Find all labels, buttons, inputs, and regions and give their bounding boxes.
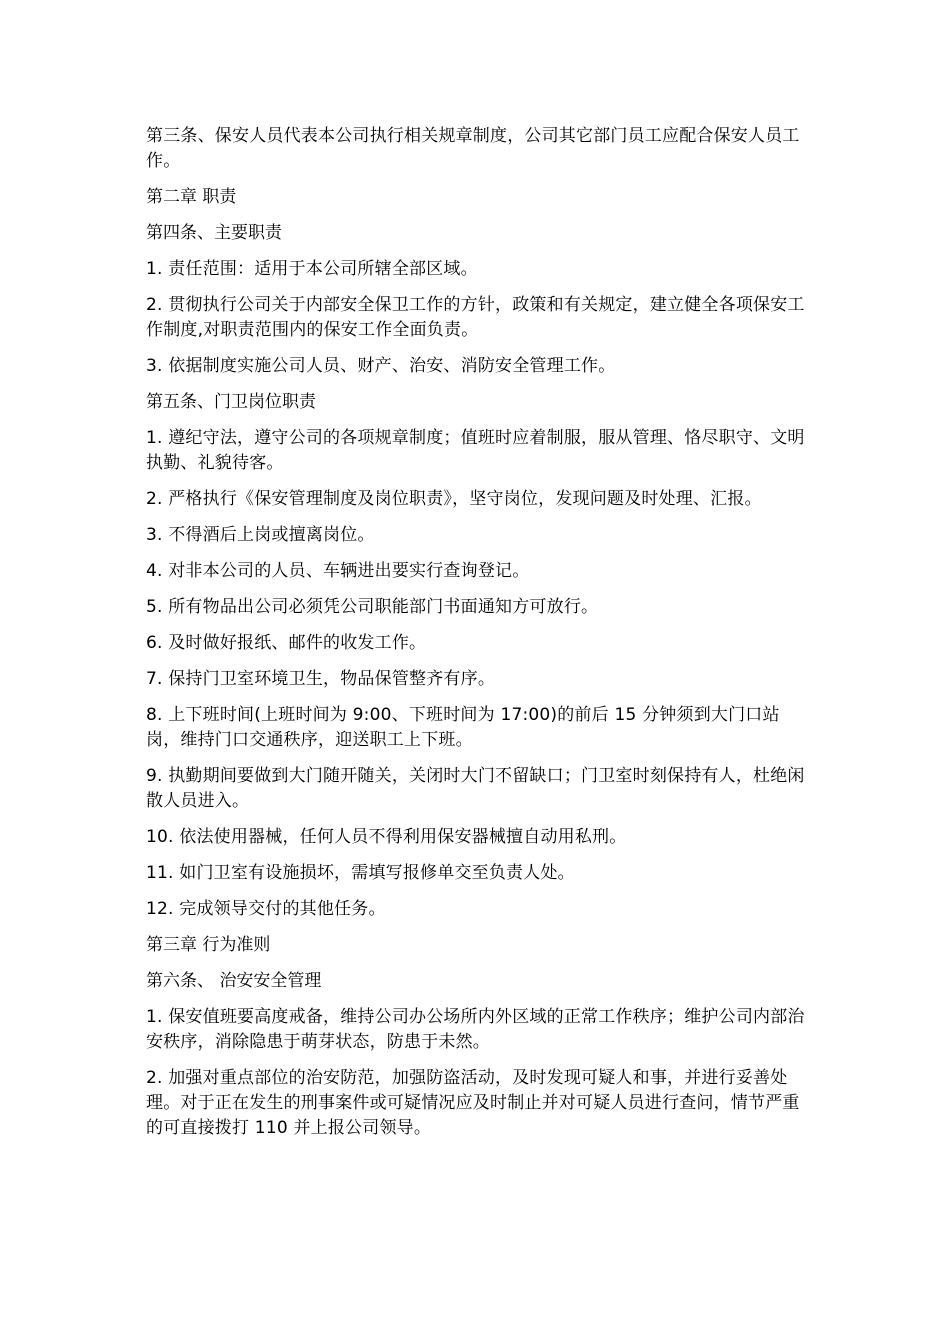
article-6-item-2: 2. 加强对重点部位的治安防范，加强防盗活动，及时发现可疑人和事，并进行妥善处理。对于正在发生的刑事案件或可疑情况应及时制止并对可疑人员进行查问，情节严重的可直接拨打 110 并上报公司领导。 [146, 1068, 800, 1138]
article-4-item-3: 3. 依据制度实施公司人员、财产、治安、消防安全管理工作。 [146, 356, 616, 376]
article-6-heading: 第六条、 治安安全管理 [146, 971, 322, 991]
article-5-heading: 第五条、门卫岗位职责 [146, 392, 316, 412]
article-5-item-8: 8. 上下班时间(上班时间为 9:00、下班时间为 17:00)的前后 15 分钟须到大门口站岗，维持门口交通秩序，迎送职工上下班。 [146, 705, 780, 750]
article-4-heading: 第四条、主要职责 [146, 223, 282, 243]
article-5-item-3: 3. 不得酒后上岗或擅离岗位。 [146, 525, 375, 545]
article-5-item-5: 5. 所有物品出公司必须凭公司职能部门书面通知方可放行。 [146, 597, 599, 617]
article-5-item-6: 6. 及时做好报纸、邮件的收发工作。 [146, 633, 427, 653]
article-5-item-11: 11. 如门卫室有设施损坏，需填写报修单交至负责人处。 [146, 863, 575, 883]
chapter-2-heading: 第二章 职责 [146, 187, 237, 207]
document-body [146, 124, 811, 1152]
article-4-item-2: 2. 贯彻执行公司关于内部安全保卫工作的方针，政策和有关规定，建立健全各项保安工作制度,对职责范围内的保安工作全面负责。 [146, 295, 805, 340]
article-5-item-12: 12. 完成领导交付的其他任务。 [146, 899, 386, 919]
chapter-3-heading: 第三章 行为准则 [146, 935, 271, 955]
article-6-item-1: 1. 保安值班要高度戒备，维持公司办公场所内外区域的正常工作秩序；维护公司内部治安秩序，消除隐患于萌芽状态，防患于未然。 [146, 1007, 805, 1052]
article-5-item-10: 10. 依法使用器械，任何人员不得利用保安器械擅自动用私刑。 [146, 827, 627, 847]
article-5-item-1: 1. 遵纪守法，遵守公司的各项规章制度；值班时应着制服，服从管理、恪尽职守、文明执勤、礼貌待客。 [146, 428, 805, 473]
article-5-item-4: 4. 对非本公司的人员、车辆进出要实行查询登记。 [146, 561, 530, 581]
article-3-text: 第三条、保安人员代表本公司执行相关规章制度，公司其它部门员工应配合保安人员工作。 [146, 126, 800, 171]
article-4-item-1: 1. 责任范围：适用于本公司所辖全部区域。 [146, 259, 478, 279]
article-5-item-9: 9. 执勤期间要做到大门随开随关，关闭时大门不留缺口；门卫室时刻保持有人，杜绝闲散人员进入。 [146, 766, 805, 811]
article-5-item-7: 7. 保持门卫室环境卫生，物品保管整齐有序。 [146, 669, 496, 689]
article-5-item-2: 2. 严格执行《保安管理制度及岗位职责》，坚守岗位，发现问题及时处理、汇报。 [146, 489, 762, 509]
